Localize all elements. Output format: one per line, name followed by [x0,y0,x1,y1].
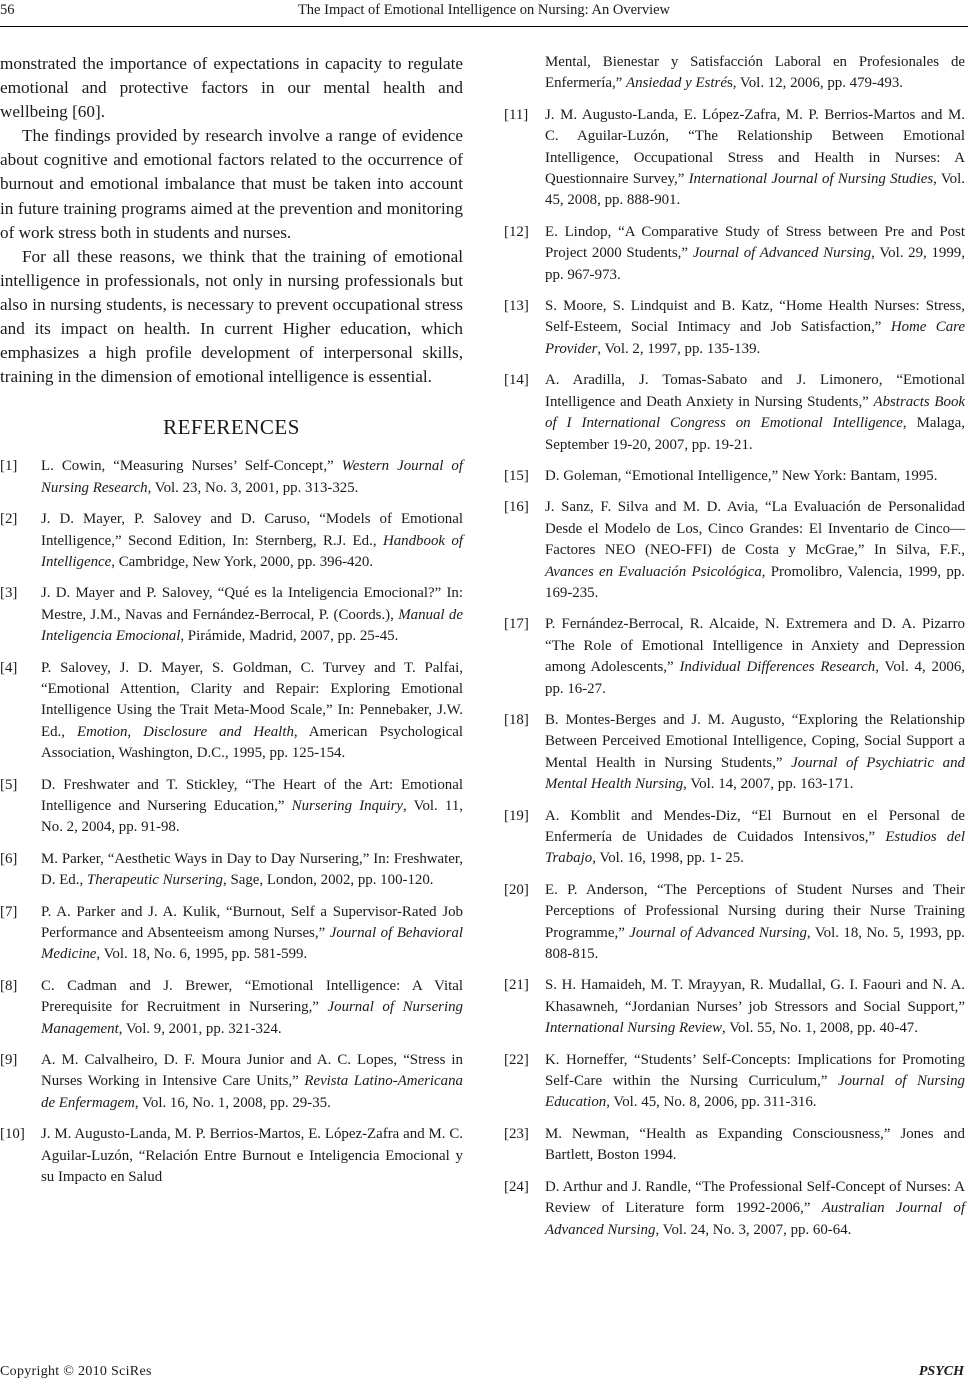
reference-text: D. Freshwater and T. Stickley, “The Heart of the Art: Emotional Intelligence and Nursering Education,” [41,776,463,814]
reference-number: [15] [504,467,529,484]
reference-item [504,710,965,796]
reference-number: [17] [504,616,529,633]
reference-item [504,296,965,360]
reference-details: , Vol. 18, No. 6, 1995, pp. 581-599. [96,946,308,963]
reference-text: C. Cadman and J. Brewer, “Emotional Intelligence: A Vital Prerequisite for Recruitment in Nursering,” [41,977,463,1016]
reference-item [0,1124,463,1188]
reference-item [504,466,965,487]
reference-details: , Vol. 23, No. 3, 2001, pp. 313-325. [147,479,359,496]
reference-details: , Vol. 18, No. 5, 1993, pp. 808-815. [545,924,965,963]
page-footer [0,1364,968,1384]
left-column [0,52,463,1199]
reference-text: S. H. Hamaideh, M. T. Mrayyan, R. Mudallal, G. I. Faouri and N. A. Khasawneh, “Jordanian Nurses’ job Stressors and Social Support,” [545,977,965,1015]
reference-number: [23] [504,1125,529,1142]
reference-source-title: Ansiedad y Estré [626,75,727,92]
reference-item [504,52,965,95]
reference-number: [13] [504,298,529,315]
reference-item [504,105,965,212]
reference-source-title: Journal of Advanced Nursing [629,924,807,941]
reference-item [504,806,965,870]
reference-number: [22] [504,1051,529,1068]
reference-number: [11] [504,106,529,123]
reference-item [0,583,463,647]
reference-number: [7] [0,903,18,920]
reference-source-title: Journal of Nursering Management [41,999,464,1037]
reference-text: M. Newman, “Health as Expanding Consciousness,” Jones and Bartlett, Boston 1994. [545,1125,965,1164]
reference-source-title: Individual Differences Research [679,659,876,676]
reference-text: E. Lindop, “A Comparative Study of Stress between Pre and Post Project 2000 Students,” [545,223,965,262]
reference-source-title: Abstracts Book of I International Congress on Emotional Intelligence [545,393,966,432]
reference-details: , Cambridge, New York, 2000, pp. 396-420. [111,553,374,570]
reference-text: J. Sanz, F. Silva and M. D. Avia, “La Evaluación de Personalidad Desde el Modelo de Los, Cinco Grandes: El Inventario de Cinco—Factores NEO (NEO-FFI) de Costa y McGrae,” In Silva, F.F., [545,499,965,559]
reference-source-title: Home Care Provider [545,319,965,357]
reference-number: [3] [0,585,18,602]
reference-source-title: Avances en Evaluación Psicológica [545,563,762,580]
reference-text: K. Horneffer, “Students’ Self-Concepts: Implications for Promoting Self-Care within the Nursing Curriculum,” [545,1051,965,1090]
body-paragraph: The findings provided by research involve a range of evidence about cognitive and emotional factors related to the occurrence of burnout and emotional imbalance that must be taken into account in future training programs aimed at the prevention and monitoring of work stress both in students and nurses. [0,126,463,242]
reference-details: , Vol. 11, No. 2, 2004, pp. 91-98. [41,798,463,836]
reference-details: , Vol. 45, No. 8, 2006, pp. 311-316. [606,1094,817,1111]
reference-source-title: Western Journal of Nursing Research [41,458,463,496]
reference-text: D. Arthur and J. Randle, “The Professional Self-Concept of Nurses: A Review of Literature form 1992-2006,” [545,1178,965,1217]
reference-number: [16] [504,499,529,516]
reference-source-title: Estudios del Trabajo [545,829,965,867]
reference-item [504,1124,965,1167]
reference-number: [21] [504,977,529,994]
reference-source-title: Journal of Advanced Nursing [692,245,872,262]
reference-number: [18] [504,711,529,728]
reference-number: [10] [0,1126,25,1143]
reference-source-title: Journal of Behavioral Medicine [41,925,464,963]
reference-text: J. D. Mayer and P. Salovey, “Qué es la Inteligencia Emocional?” In: Mestre, J.M., Navas and Fernández-Berrocal, P. (Coords.), [41,585,463,623]
reference-text: Mental, Bienestar y Satisfacción Laboral en Profesionales de Enfermería,” [545,54,965,92]
reference-source-title: Therapeutic Nursering [86,872,224,889]
reference-item [504,497,965,604]
reference-item [504,1050,965,1114]
reference-details: , Vol. 4, 2006, pp. 16-27. [545,659,965,697]
reference-source-title: International Journal of Nursing Studies [688,171,934,188]
reference-item [504,975,965,1039]
reference-source-title: Handbook of Intelligence [41,532,463,570]
reference-source-title: Nursering Inquiry [291,798,404,814]
reference-item [0,1050,463,1114]
reference-source-title: Journal of Nursing Education [545,1073,965,1111]
reference-source-title: Journal of Psychiatric and Mental Health Nursing [545,754,965,793]
reference-item [0,902,463,966]
reference-source-title: International Nursing Review [545,1020,723,1037]
reference-details: , American Psychological Association, Washington, D.C., 1995, pp. 125-154. [41,723,463,762]
reference-item [504,370,965,456]
reference-number: [5] [0,776,18,793]
reference-details: , Vol. 45, 2008, pp. 888-901. [545,171,965,209]
reference-item [0,456,463,499]
reference-text: S. Moore, S. Lindquist and B. Katz, “Home Health Nurses: Stress, Self-Esteem, Social Intimacy and Job Satisfaction,” [545,298,965,336]
page-header [0,0,968,27]
reference-details: , Sage, London, 2002, pp. 100-120. [223,872,434,889]
reference-number: [1] [0,458,18,475]
reference-number: [2] [0,511,18,528]
reference-details: , Malaga, September 19-20, 2007, pp. 19-21. [545,415,965,453]
copyright-notice: Copyright © 2010 SciRes [0,1364,152,1379]
reference-text: E. P. Anderson, “The Perceptions of Student Nurses and Their Perceptions of Professional Nursing during their Nurse Training Programme,” [545,881,965,941]
reference-item [0,976,463,1040]
reference-item [504,222,965,286]
reference-number: [9] [0,1052,18,1069]
reference-text: D. Goleman, “Emotional Intelligence,” New York: Bantam, 1995. [545,467,938,484]
reference-details: , Pirámide, Madrid, 2007, pp. 25-45. [180,628,399,645]
reference-number: [8] [0,977,18,994]
page-number: 56 [0,2,15,18]
running-title: The Impact of Emotional Intelligence on Nursing: An Overview [297,2,671,18]
reference-list-right [504,52,965,1241]
reference-text: P. Salovey, J. D. Mayer, S. Goldman, C. Turvey and T. Palfai, “Emotional Attention, Clarity and Repair: Exploring Emotional Intelligence Using the Trait Meta-Mood Scale,” In: Pennebaker, J.W. Ed., [41,659,463,740]
body-paragraph: For all these reasons, we think that the training of emotional intelligence in professionals, not only in nursing professionals but also in nursing students, is necessary to prevent occupational stress and its impact on health. In current Higher education, which emphasizes a high profile development of interpersonal skills, training in the dimension of emotional intelligence is essential. [0,246,463,387]
reference-source-title: Revista Latino-Americana de Enfermagem [41,1073,463,1111]
reference-details: , Vol. 55, No. 1, 2008, pp. 40-47. [722,1020,918,1037]
reference-details: , Vol. 29, 1999, pp. 967-973. [545,245,965,283]
reference-item [504,614,965,700]
reference-details: , Vol. 14, 2007, pp. 163-171. [683,776,854,793]
reference-details: , Vol. 2, 1997, pp. 135-139. [597,340,761,357]
reference-source-title: Australian Journal of Advanced Nursing [545,1200,966,1238]
reference-list-left [0,456,463,1188]
reference-text: B. Montes-Berges and J. M. Augusto, “Exploring the Relationship Between Perceived Emotional Intelligence, Coping, Social Support a Mental Health in Nursing Students,” [545,711,965,771]
body-paragraph: monstrated the importance of expectations in capacity to regulate emotional and protective factors in our mental health and wellbeing [60]. [0,54,463,122]
reference-number: [20] [504,881,529,898]
reference-item [0,658,463,765]
reference-number: [24] [504,1178,529,1195]
reference-item [504,880,965,966]
reference-number: [6] [0,850,18,867]
reference-text: J. M. Augusto-Landa, E. López-Zafra, M. P. Berrios-Martos and M. C. Aguilar-Luzón, “The Relationship Between Emotional Intelligence, Occupational Stress and Health in Nurses: A Questionnaire Survey,” [545,106,965,188]
reference-item [0,509,463,573]
reference-number: [19] [504,807,529,824]
reference-details: , Vol. 9, 2001, pp. 321-324. [118,1020,282,1037]
journal-name: PSYCH [918,1364,964,1379]
reference-details: s, Vol. 12, 2006, pp. 479-493. [726,75,904,92]
reference-number: [14] [504,372,529,389]
reference-text: J. M. Augusto-Landa, M. P. Berrios-Martos, E. López-Zafra and M. C. Aguilar-Luzón, “Relación Entre Burnout e Inteligencia Emocional y su Impacto en Salud [41,1126,463,1186]
right-column [504,52,965,1251]
reference-text: L. Cowin, “Measuring Nurses’ Self-Concept,” [41,458,342,475]
references-heading: REFERENCES [163,415,300,440]
reference-source-title: Manual de Inteligencia Emocional [41,606,463,645]
reference-text: P. Fernández-Berrocal, R. Alcaide, N. Extremera and D. A. Pizarro “The Role of Emotional Intelligence in Anxiety and Depression among Adolescents,” [545,616,965,676]
reference-text: A. M. Calvalheiro, D. F. Moura Junior and A. C. Lopes, “Stress in Nurses Working in Intensive Care Units,” [41,1052,463,1090]
reference-details: , Promolibro, Valencia, 1999, pp. 169-235. [545,563,965,601]
reference-item [0,775,463,839]
reference-item [504,1177,965,1241]
reference-details: , Vol. 16, No. 1, 2008, pp. 29-35. [134,1094,331,1111]
reference-text: A. Komblit and Mendes-Diz, “El Burnout en el Personal de Enfermería de Unidades de Cuidados Intensivos,” [545,807,965,845]
reference-text: M. Parker, “Aesthetic Ways in Day to Day Nursering,” In: Freshwater, D. Ed., [41,850,463,889]
reference-number: [12] [504,223,529,240]
reference-number: [4] [0,659,18,676]
reference-text: J. D. Mayer, P. Salovey and D. Caruso, “Models of Emotional Intelligence,” Second Edition, In: Sternberg, R.J. Ed., [41,511,463,549]
reference-text: P. A. Parker and J. A. Kulik, “Burnout, Self a Supervisor-Rated Job Performance and Absenteeism among Nurses,” [41,903,463,942]
reference-details: , Vol. 16, 1998, pp. 1- 25. [592,850,744,867]
reference-details: , Vol. 24, No. 3, 2007, pp. 60-64. [655,1221,852,1238]
reference-source-title: Emotion, Disclosure and Health [76,723,294,740]
reference-text: A. Aradilla, J. Tomas-Sabato and J. Limonero, “Emotional Intelligence and Death Anxiety in Nursing Students,” [545,372,965,410]
reference-item [0,849,463,892]
